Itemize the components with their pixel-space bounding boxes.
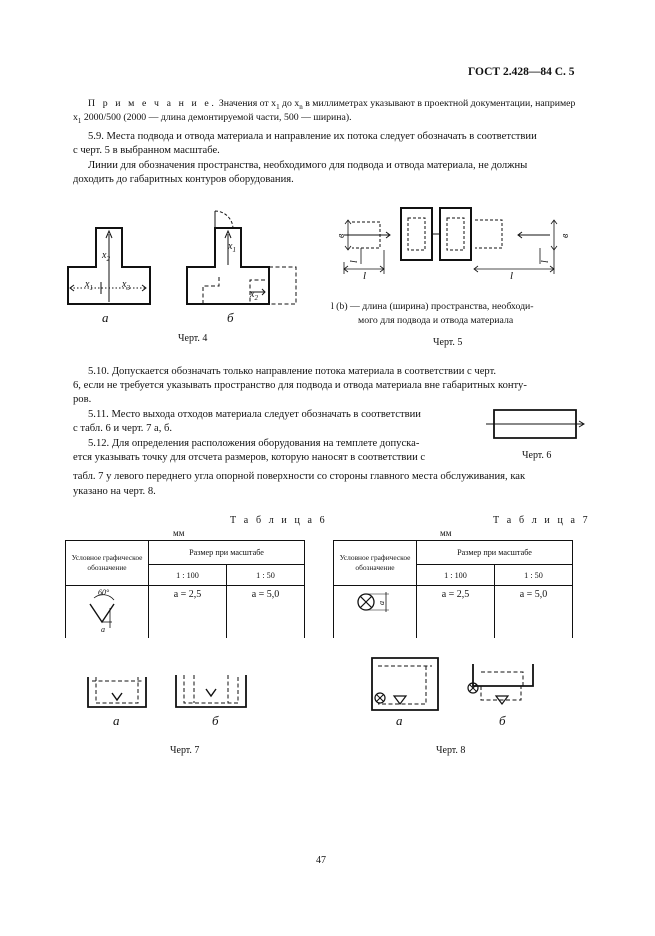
fig5-desc-2: мого для подвода и отвода материала — [358, 315, 514, 326]
fig6-caption: Черт. 6 — [522, 450, 552, 461]
fig4-x2-b: $x_2$ — [250, 289, 258, 302]
table7-value-2: a = 5,0 — [495, 586, 573, 639]
table7-a: a — [377, 601, 386, 605]
fig5-desc-1: l (b) — длина (ширина) пространства, необходи- — [331, 301, 534, 312]
fig5-b-right: в — [560, 233, 571, 238]
table-7 — [333, 540, 573, 638]
note-sub-2: 1 — [77, 116, 82, 125]
note-text-c: в миллиметрах указывают в проектной документации, например — [302, 98, 576, 109]
note-sub-n: n — [299, 102, 303, 111]
fig7-label-b: б — [212, 713, 219, 728]
table7-title: Т а б л и ц а 7 — [493, 515, 591, 526]
para-5-12-line-1: 5.12. Для определения расположения оборудования на темплете допуска- — [88, 438, 420, 449]
para-lines-line-1: Линии для обозначения пространства, необходимого для подвода и отвода материала, не должны — [88, 160, 528, 171]
fig4-x1-b: $x_1$ — [228, 241, 236, 254]
page-header: ГОСТ 2.428—84 С. 5 — [468, 66, 575, 78]
fig5-l-left: l — [349, 260, 360, 263]
figure-6 — [480, 402, 590, 446]
table6-title: Т а б л и ц а 6 — [230, 515, 328, 526]
note-text-d: 2000/500 (2000 — длина демонтируемой части, 500 — ширина). — [81, 112, 352, 123]
table6-a: a — [101, 625, 105, 634]
fig4-label-b: б — [227, 310, 234, 325]
note-sub-1: 1 — [276, 102, 280, 111]
fig4-x2-a: $x_2$ — [102, 250, 110, 263]
table6-angle: 60° — [98, 588, 110, 597]
para-5-9-line-2: с черт. 5 в выбранном масштабе. — [73, 145, 220, 156]
table6-scale-1: 1 : 100 — [149, 565, 227, 586]
fig5-l-right: l — [540, 260, 551, 263]
fig8-caption: Черт. 8 — [436, 745, 466, 756]
fig7-caption: Черт. 7 — [170, 745, 200, 756]
fig8-label-b: б — [499, 713, 506, 728]
fig5-l-left-2: l — [363, 270, 367, 282]
para-5-10-line-1: 5.10. Допускается обозначать только направление потока материала в соответствии с черт. — [88, 366, 497, 377]
note-lead: П р и м е ч а н и е. — [88, 98, 217, 109]
fig4-label-a: а — [102, 310, 109, 325]
note-x: x — [73, 112, 78, 123]
table6-value-2: a = 5,0 — [227, 586, 305, 639]
fig4-x3-a: $x_3$ — [122, 279, 130, 292]
table7-value-1: a = 2,5 — [417, 586, 495, 639]
table6-value-1: a = 2,5 — [149, 586, 227, 639]
table7-scale-1: 1 : 100 — [417, 565, 495, 586]
fig5-l-right-2: l — [510, 270, 514, 282]
table6-col-symbol: Условное графическое обозначение — [66, 541, 149, 586]
fig4-x1-a: $x_1$ — [85, 279, 93, 292]
waste-outlet-symbol — [72, 586, 142, 636]
fig5-b-left: в — [336, 233, 347, 238]
para-5-11-line-1: 5.11. Место выхода отходов материала следует обозначать в соответствии — [88, 409, 421, 420]
note-line-2 — [73, 111, 352, 128]
table6-scale-2: 1 : 50 — [227, 565, 305, 586]
reference-point-symbol — [340, 586, 410, 636]
figure-8 — [360, 650, 550, 735]
fig5-caption: Черт. 5 — [433, 337, 463, 348]
table6-col-size: Размер при масштабе — [149, 541, 305, 565]
note-text-a: Значения от x — [218, 98, 277, 109]
table-6 — [65, 540, 305, 638]
para-5-12-line-2: ется указывать точку для отсчета размеров, которую наносят в соответствии с — [73, 452, 426, 463]
para-lines-line-2: доходить до габаритных контуров оборудования. — [73, 174, 294, 185]
table7-symbol-cell — [334, 586, 417, 639]
table7-col-symbol: Условное графическое обозначение — [334, 541, 417, 586]
figure-5 — [330, 204, 590, 294]
figure-4 — [60, 198, 320, 328]
table6-symbol-cell — [66, 586, 149, 639]
para-5-11-line-2: с табл. 6 и черт. 7 а, б. — [73, 423, 173, 434]
page-number: 47 — [316, 855, 326, 866]
fig8-label-a: а — [396, 713, 403, 728]
table7-unit: мм — [440, 528, 452, 538]
para-5-10-line-2: 6, если не требуется указывать пространство для подвода и отвода материала вне габаритных конту- — [73, 380, 527, 391]
note-text-b: до x — [279, 98, 300, 109]
para-5-9-line-1: 5.9. Места подвода и отвода материала и направление их потока следует обозначать в соответствии — [88, 131, 537, 142]
table7-scale-2: 1 : 50 — [495, 565, 573, 586]
table6-unit: мм — [173, 528, 185, 538]
table7-col-size: Размер при масштабе — [417, 541, 573, 565]
para-5-10-line-3: ров. — [73, 394, 92, 405]
figure-7 — [80, 665, 270, 745]
para-5-12-line-4: указано на черт. 8. — [73, 486, 156, 497]
fig4-caption: Черт. 4 — [178, 333, 208, 344]
para-5-12-line-3: табл. 7 у левого переднего угла опорной поверхности со стороны главного места обслуживания, как — [73, 471, 526, 482]
fig7-label-a: а — [113, 713, 120, 728]
